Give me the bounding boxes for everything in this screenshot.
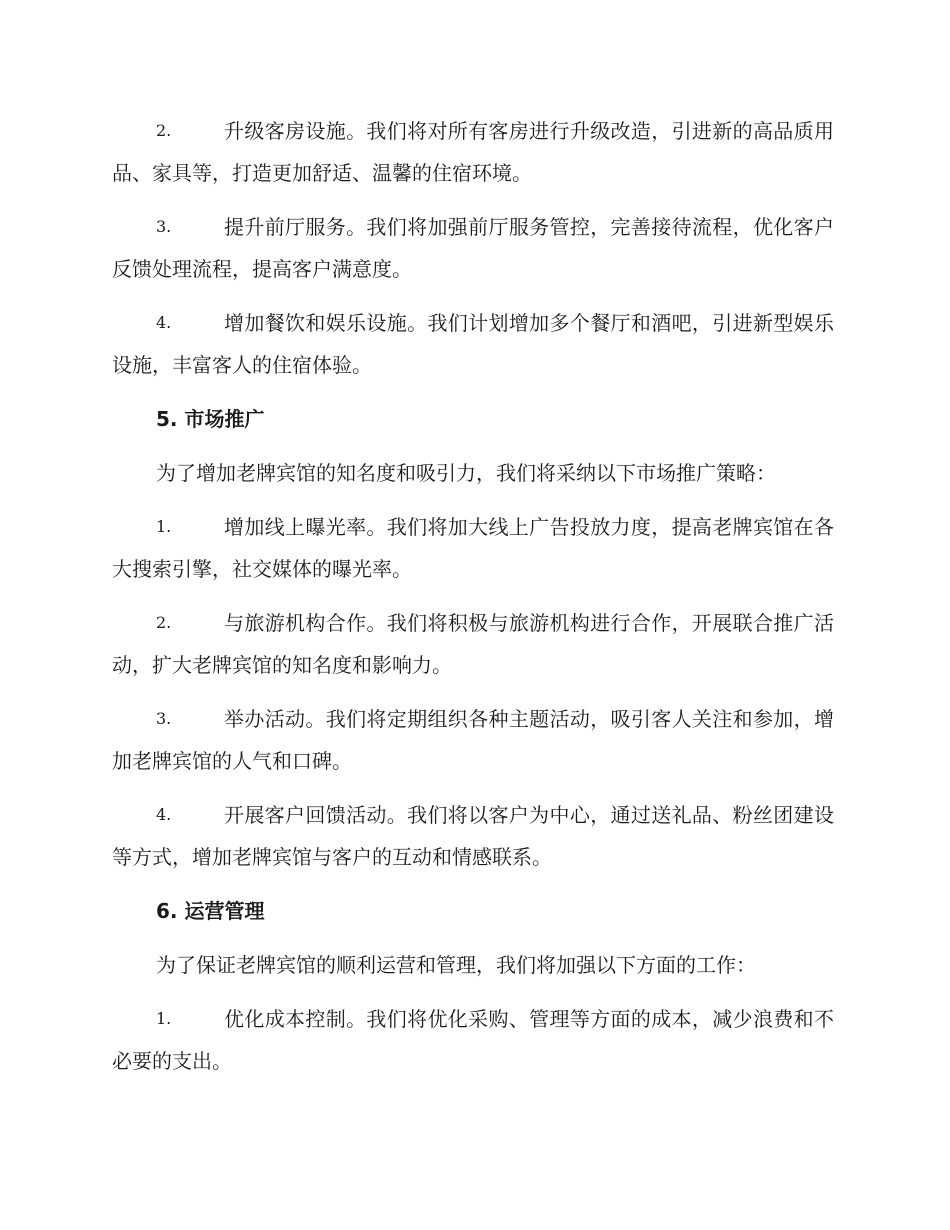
list-item-number: 3. [156, 217, 172, 236]
list-item-number: 1. [156, 1009, 172, 1028]
list-item [112, 602, 834, 686]
list-item [112, 302, 834, 386]
list-item-number: 4. [156, 805, 172, 824]
list-item-text: 增加餐饮和娱乐设施。我们计划增加多个餐厅和酒吧，引进新型娱乐设施，丰富客人的住宿体验。 [112, 311, 834, 377]
list-item-number: 2. [156, 121, 172, 140]
list-item-number: 1. [156, 517, 172, 536]
list-item [112, 110, 834, 194]
section-intro: 为了保证老牌宾馆的顺利运营和管理，我们将加强以下方面的工作： [156, 953, 756, 977]
list-item-text: 提升前厅服务。我们将加强前厅服务管控，完善接待流程，优化客户反馈处理流程，提高客户满意度。 [112, 215, 834, 281]
list-item-text: 开展客户回馈活动。我们将以客户为中心，通过送礼品、粉丝团建设等方式，增加老牌宾馆与客户的互动和情感联系。 [112, 803, 834, 869]
section-heading-operations: 6. 运营管理 [156, 899, 265, 923]
list-item [112, 506, 834, 590]
list-item [112, 794, 834, 878]
document-body [112, 110, 834, 1094]
section-heading-marketing: 5. 市场推广 [156, 407, 265, 431]
list-item-text: 优化成本控制。我们将优化采购、管理等方面的成本，减少浪费和不必要的支出。 [112, 1007, 834, 1073]
list-item-text: 举办活动。我们将定期组织各种主题活动，吸引客人关注和参加，增加老牌宾馆的人气和口碑。 [112, 707, 834, 773]
list-item-text: 升级客房设施。我们将对所有客房进行升级改造，引进新的高品质用品、家具等，打造更加舒适、温馨的住宿环境。 [112, 119, 834, 185]
list-item-text: 增加线上曝光率。我们将加大线上广告投放力度，提高老牌宾馆在各大搜索引擎，社交媒体的曝光率。 [112, 515, 834, 581]
list-item [112, 698, 834, 782]
list-item-number: 4. [156, 313, 172, 332]
section-intro: 为了增加老牌宾馆的知名度和吸引力，我们将采纳以下市场推广策略： [156, 461, 776, 485]
list-item-number: 2. [156, 613, 172, 632]
list-item [112, 998, 834, 1082]
list-item [112, 206, 834, 290]
list-item-text: 与旅游机构合作。我们将积极与旅游机构进行合作，开展联合推广活动，扩大老牌宾馆的知名度和影响力。 [112, 611, 834, 677]
list-item-number: 3. [156, 709, 172, 728]
